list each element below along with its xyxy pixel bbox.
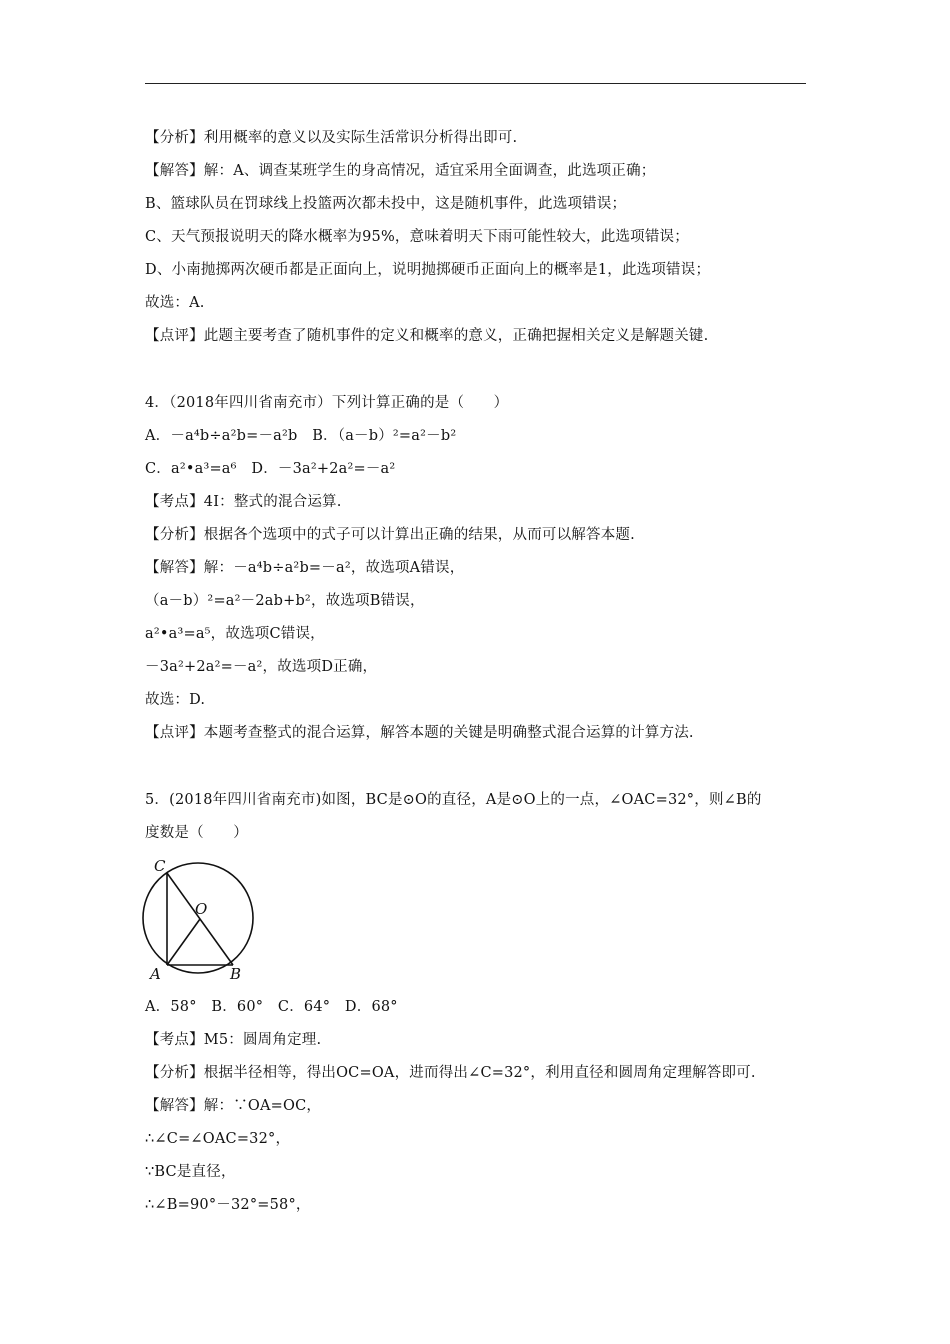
question-4-options-ab: A．－a⁴b÷a²b=－a²b B．（a－b）²=a²－b² <box>145 428 457 444</box>
text-line: 【考点】4I：整式的混合运算. <box>145 494 342 510</box>
text-line: 【分析】根据各个选项中的式子可以计算出正确的结果，从而可以解答本题. <box>145 527 635 543</box>
text-line: 【考点】M5：圆周角定理. <box>145 1032 322 1048</box>
text-line: 【点评】此题主要考查了随机事件的定义和概率的意义，正确把握相关定义是解题关键. <box>145 328 709 344</box>
label-o: O <box>195 900 208 918</box>
text-line: 【分析】根据半径相等，得出OC=OA，进而得出∠C=32°，利用直径和圆周角定理解答即可. <box>145 1065 756 1081</box>
label-b: B <box>230 965 242 983</box>
question-4-stem: 4．（2018年四川省南充市）下列计算正确的是（ ） <box>145 395 509 411</box>
question-5-options: A．58° B．60° C．64° D．68° <box>145 999 398 1015</box>
question-5-stem: 5．(2018年四川省南充市)如图，BC是⊙O的直径，A是⊙O上的一点，∠OAC=32°，则∠B的 <box>145 792 762 808</box>
text-line: a²•a³=a⁵，故选项C错误， <box>145 626 325 642</box>
text-line: D、小南抛掷两次硬币都是正面向上，说明抛掷硬币正面向上的概率是1，此选项错误； <box>145 262 711 278</box>
text-line: C、天气预报说明天的降水概率为95%，意味着明天下雨可能性较大，此选项错误； <box>145 229 689 245</box>
circle-diagram <box>140 855 265 983</box>
question-5-stem-cont: 度数是（ ） <box>145 825 248 841</box>
text-line: －3a²+2a²=－a²，故选项D正确， <box>145 659 378 675</box>
header-rule <box>145 83 806 84</box>
segment-ao <box>167 919 200 965</box>
label-a: A <box>150 965 161 983</box>
text-line: ∴∠C=∠OAC=32°， <box>145 1131 291 1147</box>
text-line: （a－b）²=a²－2ab+b²，故选项B错误， <box>145 593 425 609</box>
text-line: 故选：A. <box>145 295 205 311</box>
text-line: ∵BC是直径， <box>145 1164 236 1180</box>
text-line: ∴∠B=90°－32°=58°， <box>145 1197 311 1213</box>
circle-o <box>143 863 253 973</box>
text-line: 【点评】本题考查整式的混合运算，解答本题的关键是明确整式混合运算的计算方法. <box>145 725 694 741</box>
text-line: 【解答】解：A、调查某班学生的身高情况，适宜采用全面调查，此选项正确； <box>145 163 656 179</box>
text-line: 故选：D. <box>145 692 206 708</box>
text-line: 【解答】解：∵OA=OC， <box>145 1098 322 1114</box>
text-line: 【解答】解：－a⁴b÷a²b=－a²，故选项A错误， <box>145 560 465 576</box>
circle-geometry-figure <box>140 855 265 983</box>
text-line: 【分析】利用概率的意义以及实际生活常识分析得出即可. <box>145 130 518 146</box>
label-c: C <box>154 857 166 875</box>
question-4-options-cd: C．a²•a³=a⁶ D．－3a²+2a²=－a² <box>145 461 396 477</box>
text-line: B、篮球队员在罚球线上投篮两次都未投中，这是随机事件，此选项错误； <box>145 196 627 212</box>
